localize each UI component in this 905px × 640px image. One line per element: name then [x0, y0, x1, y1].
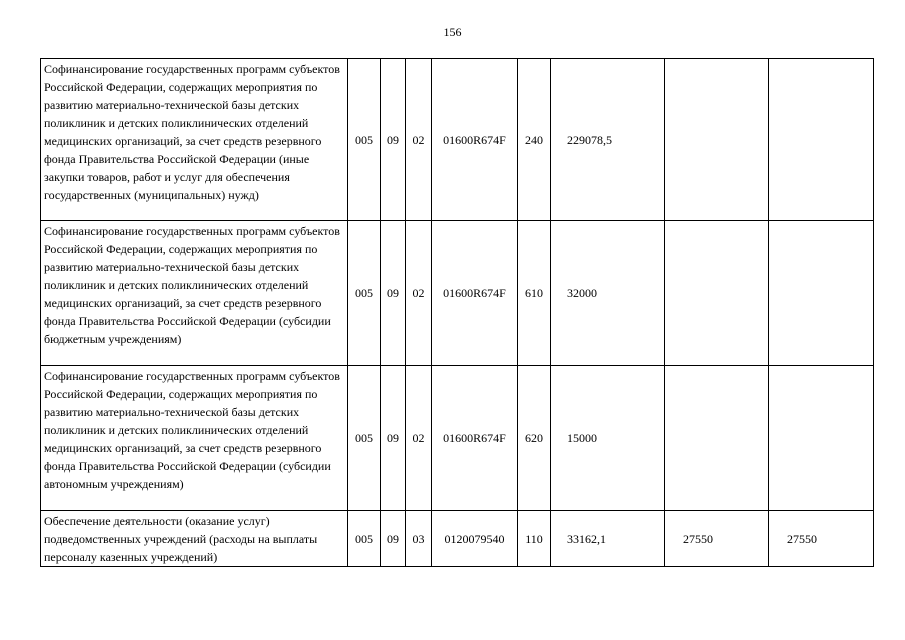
table-row	[41, 511, 874, 567]
target-article-code: 01600R674F	[432, 59, 518, 221]
section-code: 09	[381, 59, 406, 221]
expense-type-code: 240	[518, 59, 551, 221]
target-article-code: 01600R674F	[432, 221, 518, 366]
amount-year-3	[769, 59, 874, 221]
expense-type-code: 110	[518, 511, 551, 567]
table-row	[41, 59, 874, 221]
subsection-code: 02	[406, 221, 432, 366]
amount-year-2	[665, 366, 769, 511]
ministry-code: 005	[348, 221, 381, 366]
row-description: Софинансирование государственных программ субъектов Российской Федерации, содержащих мероприятия по развитию материально-технической базы детских поликлиник и детских поликлинических отделений медицинских организаций, за счет средств резервного фонда Правительства Российской Федерации (иные закупки товаров, работ и услуг для обеспечения государственных (муниципальных) нужд)	[41, 59, 348, 221]
expense-type-code: 610	[518, 221, 551, 366]
amount-year-2: 27550	[665, 511, 769, 567]
amount-year-1: 33162,1	[551, 511, 665, 567]
page-number: 156	[443, 25, 462, 39]
subsection-code: 02	[406, 366, 432, 511]
amount-year-3: 27550	[769, 511, 874, 567]
expense-type-code: 620	[518, 366, 551, 511]
amount-year-2	[665, 59, 769, 221]
table-row	[41, 366, 874, 511]
ministry-code: 005	[348, 511, 381, 567]
section-code: 09	[381, 221, 406, 366]
amount-year-1: 32000	[551, 221, 665, 366]
budget-table	[40, 58, 874, 567]
target-article-code: 01600R674F	[432, 366, 518, 511]
target-article-code: 0120079540	[432, 511, 518, 567]
amount-year-1: 229078,5	[551, 59, 665, 221]
ministry-code: 005	[348, 59, 381, 221]
amount-year-3	[769, 366, 874, 511]
amount-year-3	[769, 221, 874, 366]
row-description: Софинансирование государственных программ субъектов Российской Федерации, содержащих мероприятия по развитию материально-технической базы детских поликлиник и детских поликлинических отделений медицинских организаций, за счет средств резервного фонда Правительства Российской Федерации (субсидии автономным учреждениям)	[41, 366, 348, 511]
section-code: 09	[381, 511, 406, 567]
subsection-code: 03	[406, 511, 432, 567]
amount-year-2	[665, 221, 769, 366]
amount-year-1: 15000	[551, 366, 665, 511]
row-description: Софинансирование государственных программ субъектов Российской Федерации, содержащих мероприятия по развитию материально-технической базы детских поликлиник и детских поликлинических отделений медицинских организаций, за счет средств резервного фонда Правительства Российской Федерации (субсидии бюджетным учреждениям)	[41, 221, 348, 366]
table-row	[41, 221, 874, 366]
ministry-code: 005	[348, 366, 381, 511]
section-code: 09	[381, 366, 406, 511]
row-description: Обеспечение деятельности (оказание услуг) подведомственных учреждений (расходы на выплаты персоналу казенных учреждений)	[41, 511, 348, 567]
subsection-code: 02	[406, 59, 432, 221]
